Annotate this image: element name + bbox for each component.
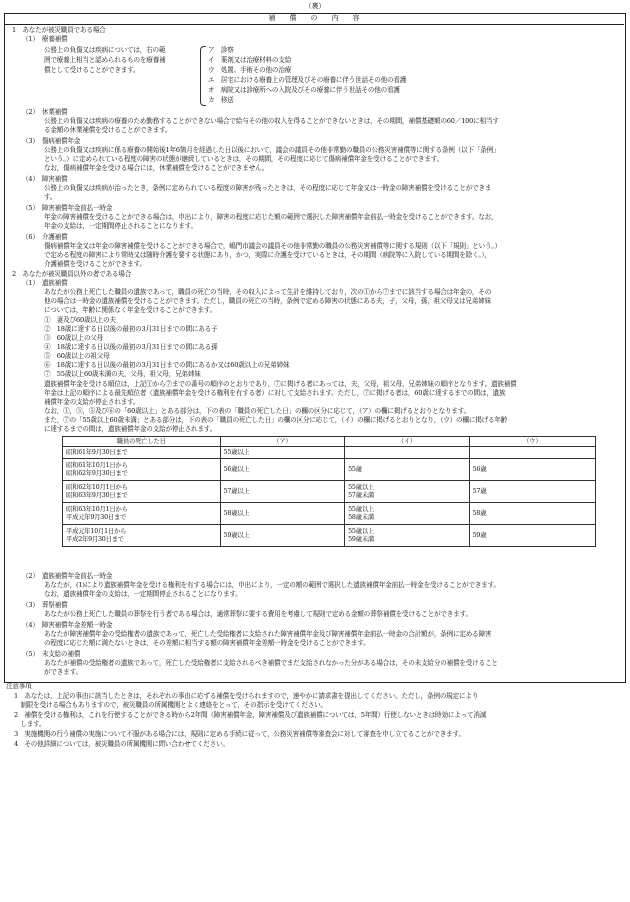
sec1-p6-line: で定める程度の障害により常時又は随時介護を要する状態にあり，かつ，実際に介護を受けているときは，その期間（病院等に入院している期間を除く。）， — [44, 251, 491, 259]
sec2-p1-after: 補償年金の支給が停止されます。 — [44, 398, 140, 406]
notes-title: 注意事項 — [6, 682, 32, 690]
col-i-cell: 55歳以上 — [348, 505, 375, 513]
sec2-p4-title: （4） 障害補償年金差額一時金 — [22, 621, 113, 629]
col-u-cell: 58歳 — [469, 503, 595, 525]
table-row — [63, 525, 596, 547]
table-row — [63, 459, 596, 481]
eligibility-item: ③ 60歳以上の父母 — [44, 334, 104, 342]
page-side-label: （裏） — [304, 2, 326, 10]
treatment-item-u: ウ 処置、手術その他の治療 — [208, 66, 292, 74]
sec2-p1-title: （1） 遺族補償 — [22, 279, 68, 287]
sec2-p2-line: あなたが，(1)により遺族補償年金を受ける権利を有する場合には，申出により，一定の額の範囲で選択した遺族補償年金前払一時金を受けることができます。 — [44, 581, 500, 589]
eligibility-item: ④ 18歳に達する日以後の最初の3月31日までの間にある孫 — [44, 343, 218, 351]
sec1-p2-title: （2） 休業補償 — [22, 108, 68, 116]
date-cell: 平成2年9月30日まで — [66, 535, 124, 543]
sec2-p4-line: あなたが障害補償年金の受給権者の遺族であって，死亡した受給権者に支給された障害補償年金及び障害補償年金前払一時金の合計額が，条例に定める障害 — [44, 630, 492, 638]
sec1-p6-line: 介護補償を受けることができます。 — [44, 260, 146, 268]
col-a-cell: 57歳以上 — [220, 481, 344, 503]
sec2-p1-line: については，年齢に関係なく年金を受けることができます。 — [44, 306, 216, 314]
col-i-cell: 55歳以上 — [348, 483, 375, 491]
eligibility-item: ① 妻及び60歳以上の夫 — [44, 316, 116, 324]
table-header: 職員の死亡した日 — [63, 437, 221, 447]
sec2-p5-title: （5） 未支給の補償 — [22, 650, 81, 658]
sec2-p1-after: なお，①，③，⑤及び⑥の「60歳以上」とある部分は，下の表の「職員の死亡した日」の欄の区分に応じて，（ア）の欄に掲げるとおりとなります。 — [44, 407, 471, 415]
col-a-cell: 56歳以上 — [220, 459, 344, 481]
date-cell: 昭和62年10月1日から — [66, 483, 128, 491]
col-a-cell: 55歳以上 — [220, 447, 344, 459]
note-line: 3 実施機関の行う補償の実施について不服がある場合には，規則に定める手続に従って，公務災害補償等審査会に対して審査を申し立てることができます。 — [14, 730, 465, 738]
eligibility-item: ⑥ 18歳に達する日以後の最初の3月31日までの間にあるか又は60歳以上の兄弟姉妹 — [44, 361, 290, 369]
treatment-item-i: イ 薬剤又は治療材料の支給 — [208, 56, 292, 64]
sec1-p6-title: （6） 介護補償 — [22, 233, 68, 241]
col-a-cell: 59歳以上 — [220, 525, 344, 547]
sec1-title: 1 あなたが被災職員である場合 — [12, 26, 106, 34]
sec2-p3-line: あなたが公務上死亡した職員の葬祭を行う者である場合は，通常葬祭に要する費用を考慮して規則で定める金額の葬祭補償を受けることができます。 — [44, 610, 472, 618]
note-line: 4 その他詳細については，被災職員の所属機関に問い合わせてください。 — [14, 740, 229, 748]
eligibility-item: ⑤ 60歳以上の祖父母 — [44, 352, 110, 360]
eligibility-item: ⑦ 55歳以上60歳未満の夫，父母，祖父母，兄弟姉妹 — [44, 370, 201, 378]
sec1-p4-line: 公務上の負傷又は疾病が治ったとき，条例に定められている程度の障害が残ったときは，その程度に応じて年金又は一時金の障害補償を受けることができま — [44, 184, 492, 192]
sec1-p5-line: 年金の支給は，一定期間停止されることになります。 — [44, 222, 197, 230]
note-line: 1 あなたは，上記の事由に該当したときは，それぞれの事由に応ずる補償を受けられますので，速やかに請求書を提出してください。ただし，条例の規定により — [14, 692, 479, 700]
sec2-p4-line: の程度に応じた額に満たないときは，その差額に相当する額の障害補償年金差額一時金を受けることができます。 — [44, 639, 370, 647]
table-header: （ア） — [220, 437, 344, 447]
col-i-cell: 59歳未満 — [348, 535, 375, 543]
sec1-p6-line: 傷病補償年金又は年金の障害補償を受けることができる場合で，嶋門市議会の議員その他非常勤の職員の公務災害補償等に関する規則（以下「規則」という。） — [44, 242, 501, 250]
table-header: （イ） — [345, 437, 469, 447]
treatment-item-a: ア 診察 — [208, 46, 234, 54]
table-row — [63, 481, 596, 503]
sec1-p1-text-2: 囲で療養上相当と認められるものを療養補 — [44, 56, 166, 64]
sec2-p5-line: あなたが補償の受給権者の遺族であって，死亡した受給権者に支給されるべき補償でまだ支給されなかった分がある場合は，その未支給分の補償を受けること — [44, 659, 498, 667]
sec1-p4-title: （4） 障害補償 — [22, 175, 68, 183]
sec2-p1-after: また，⑦の「55歳以上60歳未満」とある部分は，下の表の「職員の死亡した日」の欄の区分に応じて，（イ）の欄に掲げるとおりとなり，（ウ）の欄に掲げる年齢 — [44, 416, 508, 424]
sec1-p1-title: （1） 療養補償 — [22, 35, 68, 43]
col-u-cell: 57歳 — [469, 481, 595, 503]
col-i-cell: 55歳 — [348, 465, 362, 473]
eligibility-item: ② 18歳に達する日以後の最初の3月31日までの間にある子 — [44, 325, 218, 333]
sec2-title: 2 あなたが被災職員以外の者である場合 — [12, 270, 132, 278]
col-i-cell — [345, 447, 469, 459]
sec2-p2-line: なお，遺族補償年金の支給は，一定期間停止されることになります。 — [44, 590, 242, 598]
sec1-p5-line: 年金の障害補償を受けることができる場合は，申出により，障害の程度に応じた額の範囲で選択した障害補償年金前払一時金を受けることができます。なお， — [44, 213, 498, 221]
sec2-p1-after: に達するまでの間は，遺族補償年金の支給が停止されます。 — [44, 425, 217, 433]
date-cell: 昭和63年9月30日まで — [66, 491, 128, 499]
sec1-p3-line: なお，傷病補償年金を受ける場合には，休業補償を受けることができません。 — [44, 164, 269, 172]
date-cell: 平成元年10月1日から — [66, 527, 127, 535]
date-cell: 昭和61年10月1日から — [66, 461, 128, 469]
treatment-item-o: オ 病院又は診療所への入院及びその療養に伴う世話その他の看護 — [208, 86, 400, 94]
sec1-p1-text-3: 償として受けることができます。 — [44, 66, 140, 74]
table-row — [63, 447, 596, 459]
sec2-p2-title: （2） 遺族補償年金前払一時金 — [22, 572, 113, 580]
sec1-p4-line: す。 — [44, 193, 57, 201]
treatment-list-bracket — [200, 46, 206, 106]
sec2-p1-line: 他の場合は一時金の遺族補償を受けることができます。ただし，職員の死亡の当時，条例で定める障害の状態にある夫，子，父母，孫，祖父母又は兄弟姉妹 — [44, 297, 492, 305]
sec2-p1-line: あなたが公務上死亡した職員の遺族であって，職員の死亡の当時，その収入によって生計を維持しており，次の①から⑦までに該当する場合は年金の，その — [44, 288, 492, 296]
table-header: （ウ） — [469, 437, 595, 447]
treatment-item-e: エ 居宅における療養上の管理及びその療養に伴う世話その他の看護 — [208, 76, 407, 84]
note-line: します。 — [14, 720, 46, 728]
sec1-p3-title: （3） 傷病補償年金 — [22, 137, 81, 145]
date-cell: 昭和61年9月30日まで — [66, 448, 128, 456]
age-table — [62, 436, 596, 547]
sec2-p5-line: ができます。 — [44, 668, 82, 676]
col-u-cell: 59歳 — [469, 525, 595, 547]
sec1-p2-line: る金額の休業補償を受けることができます。 — [44, 126, 172, 134]
treatment-item-ka: カ 移送 — [208, 96, 234, 104]
sec2-p3-title: （3） 葬祭補償 — [22, 601, 68, 609]
sec2-p1-after: 遺族補償年金を受ける順位は，上記①から⑦までの番号の順序のとおりであり，⑦に掲げる者にあっては，夫，父母，祖父母，兄弟姉妹の順序となります。遺族補償 — [44, 380, 517, 388]
date-cell: 昭和63年10月1日から — [66, 505, 128, 513]
header-divider — [4, 24, 624, 25]
sec1-p3-line: 公務上の負傷又は疾病に係る療養の開始後1年6箇月を経過した日以後において，議会の議員その他非常勤の職員の公務災害補償等に関する条例（以下「条例」 — [44, 146, 500, 154]
col-i-cell: 57歳未満 — [348, 491, 375, 499]
section-header: 補 償 の 内 容 — [268, 14, 360, 22]
col-i-cell: 55歳以上 — [348, 527, 375, 535]
sec1-p1-text-1: 公務上の負傷又は疾病については，右の範 — [44, 46, 166, 54]
date-cell: 平成元年9月30日まで — [66, 513, 127, 521]
note-line: 制限を受ける場合もありますので，被災職員の所属機関とよく連絡をとって，その指示を受けてください。 — [14, 701, 327, 709]
sec2-p1-after: 年金は上記の順序による最先順位者（遺族補償年金を受ける権利を有する者）に対して支給されます。ただし，⑦に掲げる者は，60歳に達するまでの間は，遺族 — [44, 389, 506, 397]
sec1-p2-line: 公務上の負傷又は疾病の療養のため勤務することができない場合で給与その他の収入を得ることができないときは，その期間，補償基礎額の60／100に相当す — [44, 117, 499, 125]
note-line: 2 補償を受ける権利は，これを行使することができる時から2年間（障害補償年金，障害補償及び遺族補償については，5年間）行使しないときは時効によって消滅 — [14, 711, 487, 719]
sec1-p5-title: （5） 障害補償年金前払一時金 — [22, 204, 113, 212]
col-u-cell: 56歳 — [469, 459, 595, 481]
date-cell: 昭和62年9月30日まで — [66, 469, 128, 477]
table-row — [63, 503, 596, 525]
sec1-p3-line: という。）に定められている程度の障害の状態が継続しているときは，その期間，その程度に応じて傷病補償年金を受けることができます。 — [44, 155, 443, 163]
col-u-cell — [469, 447, 595, 459]
col-i-cell: 58歳未満 — [348, 513, 375, 521]
col-a-cell: 58歳以上 — [220, 503, 344, 525]
